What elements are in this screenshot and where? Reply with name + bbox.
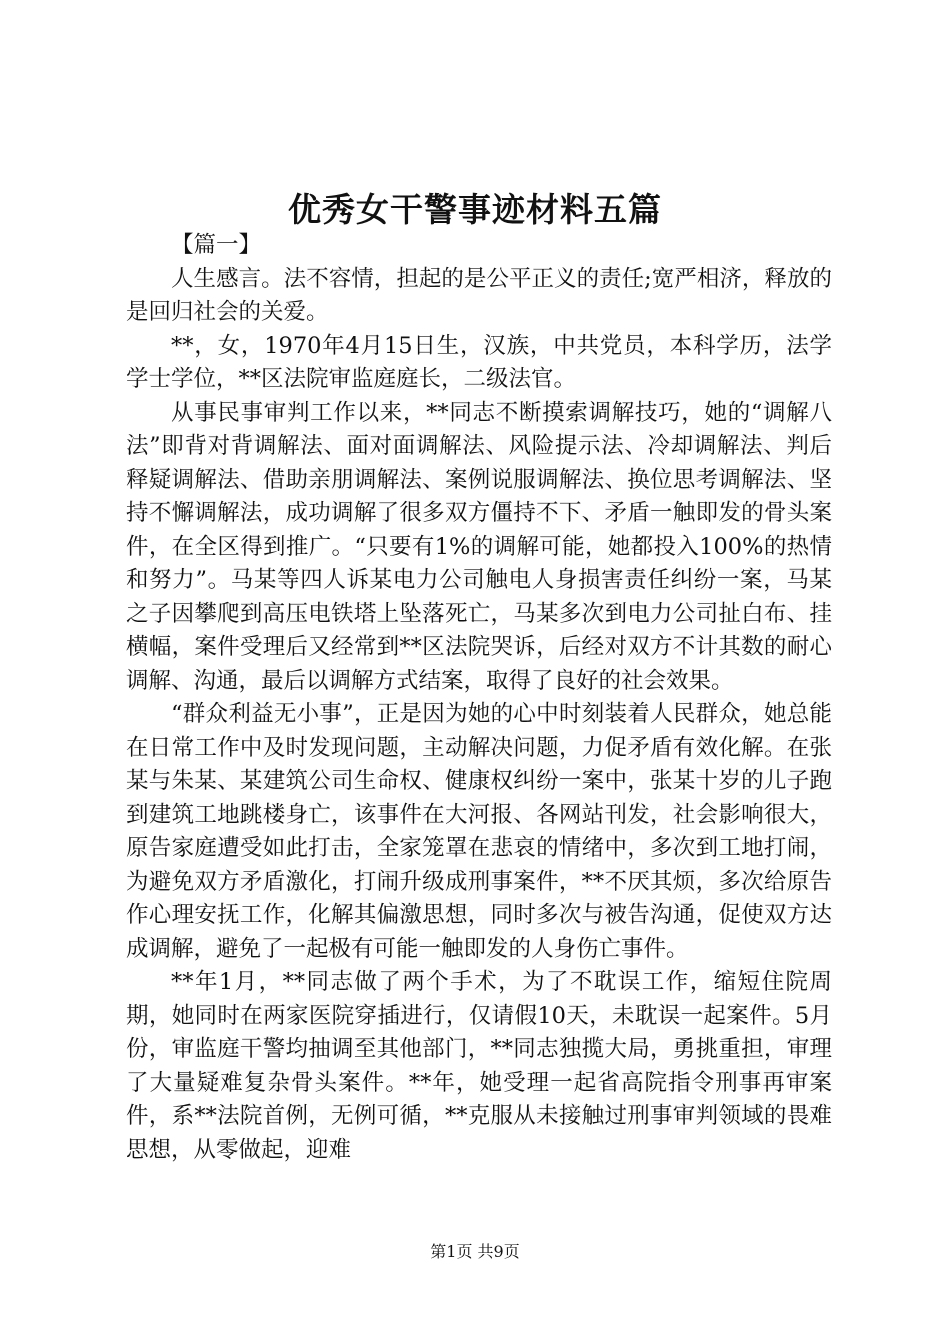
page-number-footer: 第1页 共9页 <box>430 1242 520 1261</box>
section-heading: 【篇一】 <box>171 232 262 258</box>
document-body <box>126 229 832 1167</box>
document-title: 优秀女干警事迹材料五篇 <box>288 190 662 229</box>
paragraph: “群众利益无小事”，正是因为她的心中时刻装着人民群众，她总能在日常工作中及时发现问题，主动解决问题，力促矛盾有效化解。在张某与朱某、某建筑公司生命权、健康权纠纷一案中，张某十岁的儿子跑到建筑工地跳楼身亡，该事件在大河报、各网站刊发，社会影响很大，原告家庭遭受如此打击，全家笼罩在悲哀的情绪中，多次到工地打闹，为避免双方矛盾激化，打闹升级成刑事案件，**不厌其烦，多次给原告作心理安抚工作，化解其偏激思想，同时多次与被告沟通，促使双方达成调解，避免了一起极有可能一触即发的人身伤亡事件。 <box>126 701 832 962</box>
paragraph: **年1月，**同志做了两个手术，为了不耽误工作，缩短住院周期，她同时在两家医院穿插进行，仅请假10天，未耽误一起案件。5月份，审监庭干警均抽调至其他部门，**同志独揽大局，勇挑重担，审理了大量疑难复杂骨头案件。**年，她受理一起省高院指令刑事再审案件，系**法院首例，无例可循，**克服从未接触过刑事审判领域的畏难思想，从零做起，迎难 <box>126 969 832 1163</box>
paragraph: 从事民事审判工作以来，**同志不断摸索调解技巧，她的“调解八法”即背对背调解法、面对面调解法、风险提示法、冷却调解法、判后释疑调解法、借助亲朋调解法、案例说服调解法、换位思考调解法、坚持不懈调解法，成功调解了很多双方僵持不下、矛盾一触即发的骨头案件，在全区得到推广。“只要有1%的调解可能，她都投入100%的热情和努力”。马某等四人诉某电力公司触电人身损害责任纠纷一案，马某之子因攀爬到高压电铁塔上坠落死亡，马某多次到电力公司扯白布、挂横幅，案件受理后又经常到**区法院哭诉，后经对双方不计其数的耐心调解、沟通，最后以调解方式结案，取得了良好的社会效果。 <box>126 399 832 694</box>
paragraph: **，女，1970年4月15日生，汉族，中共党员，本科学历，法学学士学位，**区法院审监庭庭长，二级法官。 <box>126 332 832 392</box>
paragraph: 人生感言。法不容情，担起的是公平正义的责任;宽严相济，释放的是回归社会的关爱。 <box>126 265 832 325</box>
